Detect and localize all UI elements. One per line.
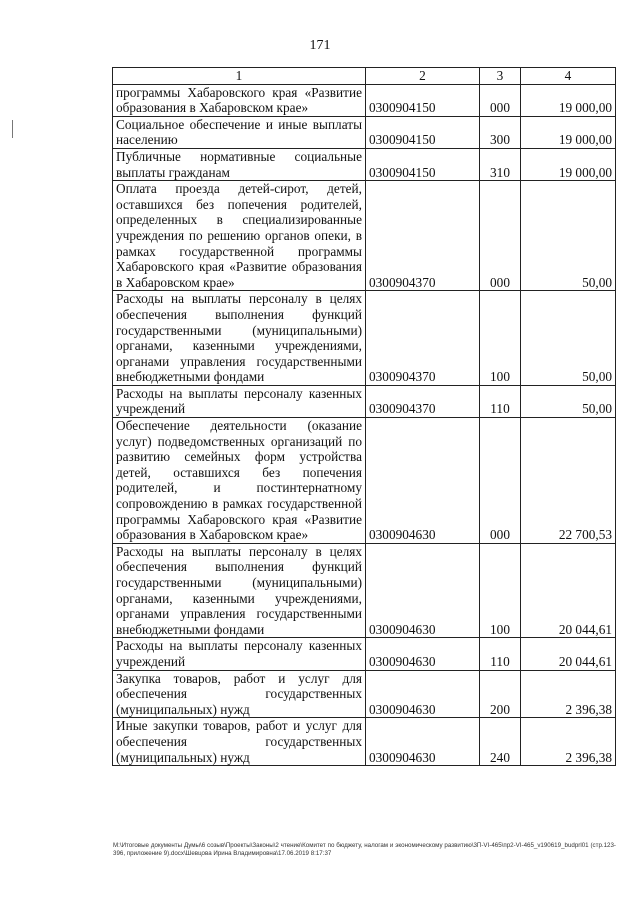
row-code-cell: 0300904630 <box>366 543 480 638</box>
row-code-cell: 0300904370 <box>366 181 480 291</box>
row-amount-cell: 2 396,38 <box>521 718 616 766</box>
row-code-cell: 0300904630 <box>366 670 480 718</box>
row-amount-cell: 20 044,61 <box>521 638 616 670</box>
row-code-cell: 0300904150 <box>366 148 480 180</box>
document-footer-path: М:\Итоговые документы Думы\6 созыв\Проекты\Законы\2 чтение\Комитет по бюджету, налогам и экономическому развитию\3П-VI-465\пр2-VI-465_v190619_budprl01 (стр.123-396, приложение 9).docx\Шевцова Ирина Владимировна\17.06.2019 8:17:37 <box>113 842 616 857</box>
row-amount-cell: 50,00 <box>521 385 616 417</box>
table-row <box>113 148 616 180</box>
row-type-cell: 310 <box>480 148 521 180</box>
row-amount-cell: 22 700,53 <box>521 418 616 544</box>
table-row <box>113 291 616 386</box>
row-code-cell: 0300904370 <box>366 291 480 386</box>
row-code-cell: 0300904370 <box>366 385 480 417</box>
table-row <box>113 670 616 718</box>
row-type-cell: 110 <box>480 385 521 417</box>
row-amount-cell: 19 000,00 <box>521 84 616 116</box>
row-amount-cell: 2 396,38 <box>521 670 616 718</box>
page-number: 171 <box>309 38 331 53</box>
row-type-cell: 100 <box>480 543 521 638</box>
header-col-2: 2 <box>366 68 480 85</box>
margin-mark <box>12 120 13 138</box>
budget-table <box>112 67 616 766</box>
row-type-cell: 000 <box>480 84 521 116</box>
row-name-cell: Социальное обеспечение и иные выплаты населению <box>113 116 366 148</box>
row-name-cell: программы Хабаровского края «Развитие образования в Хабаровском крае» <box>113 84 366 116</box>
row-name-cell: Расходы на выплаты персоналу в целях обеспечения выполнения функций государственными (муниципальными) органами, казенными учреждениями, органами управления государственными внебюджетными фондами <box>113 291 366 386</box>
row-code-cell: 0300904150 <box>366 116 480 148</box>
row-type-cell: 100 <box>480 291 521 386</box>
row-name-cell: Обеспечение деятельности (оказание услуг) подведомственных организаций по развитию семейных форм устройства детей, оставшихся без попечения родителей, и постинтернатному сопровождению в рамках государственной программы Хабаровского края «Развитие образования в Хабаровском крае» <box>113 418 366 544</box>
table-row <box>113 181 616 291</box>
row-name-cell: Расходы на выплаты персоналу казенных учреждений <box>113 638 366 670</box>
row-code-cell: 0300904150 <box>366 84 480 116</box>
row-amount-cell: 50,00 <box>521 181 616 291</box>
table-row <box>113 84 616 116</box>
table-row <box>113 116 616 148</box>
table-row <box>113 543 616 638</box>
row-code-cell: 0300904630 <box>366 418 480 544</box>
row-name-cell: Закупка товаров, работ и услуг для обеспечения государственных (муниципальных) нужд <box>113 670 366 718</box>
row-type-cell: 110 <box>480 638 521 670</box>
table-row <box>113 718 616 766</box>
row-type-cell: 200 <box>480 670 521 718</box>
row-amount-cell: 20 044,61 <box>521 543 616 638</box>
row-type-cell: 000 <box>480 181 521 291</box>
header-col-1: 1 <box>113 68 366 85</box>
header-col-4: 4 <box>521 68 616 85</box>
table-row <box>113 418 616 544</box>
table-row <box>113 638 616 670</box>
row-code-cell: 0300904630 <box>366 638 480 670</box>
row-type-cell: 240 <box>480 718 521 766</box>
row-name-cell: Публичные нормативные социальные выплаты гражданам <box>113 148 366 180</box>
row-name-cell: Оплата проезда детей-сирот, детей, оставшихся без попечения родителей, определенных в специализированные учреждения по решению органов опеки, в рамках государственной программы Хабаровского края «Развитие образования в Хабаровском крае» <box>113 181 366 291</box>
row-type-cell: 300 <box>480 116 521 148</box>
table-row <box>113 385 616 417</box>
table-header-row <box>113 68 616 85</box>
row-type-cell: 000 <box>480 418 521 544</box>
row-amount-cell: 50,00 <box>521 291 616 386</box>
header-col-3: 3 <box>480 68 521 85</box>
row-name-cell: Иные закупки товаров, работ и услуг для обеспечения государственных (муниципальных) нужд <box>113 718 366 766</box>
row-code-cell: 0300904630 <box>366 718 480 766</box>
row-amount-cell: 19 000,00 <box>521 148 616 180</box>
row-name-cell: Расходы на выплаты персоналу казенных учреждений <box>113 385 366 417</box>
row-name-cell: Расходы на выплаты персоналу в целях обеспечения выполнения функций государственными (муниципальными) органами, казенными учреждениями, органами управления государственными внебюджетными фондами <box>113 543 366 638</box>
row-amount-cell: 19 000,00 <box>521 116 616 148</box>
